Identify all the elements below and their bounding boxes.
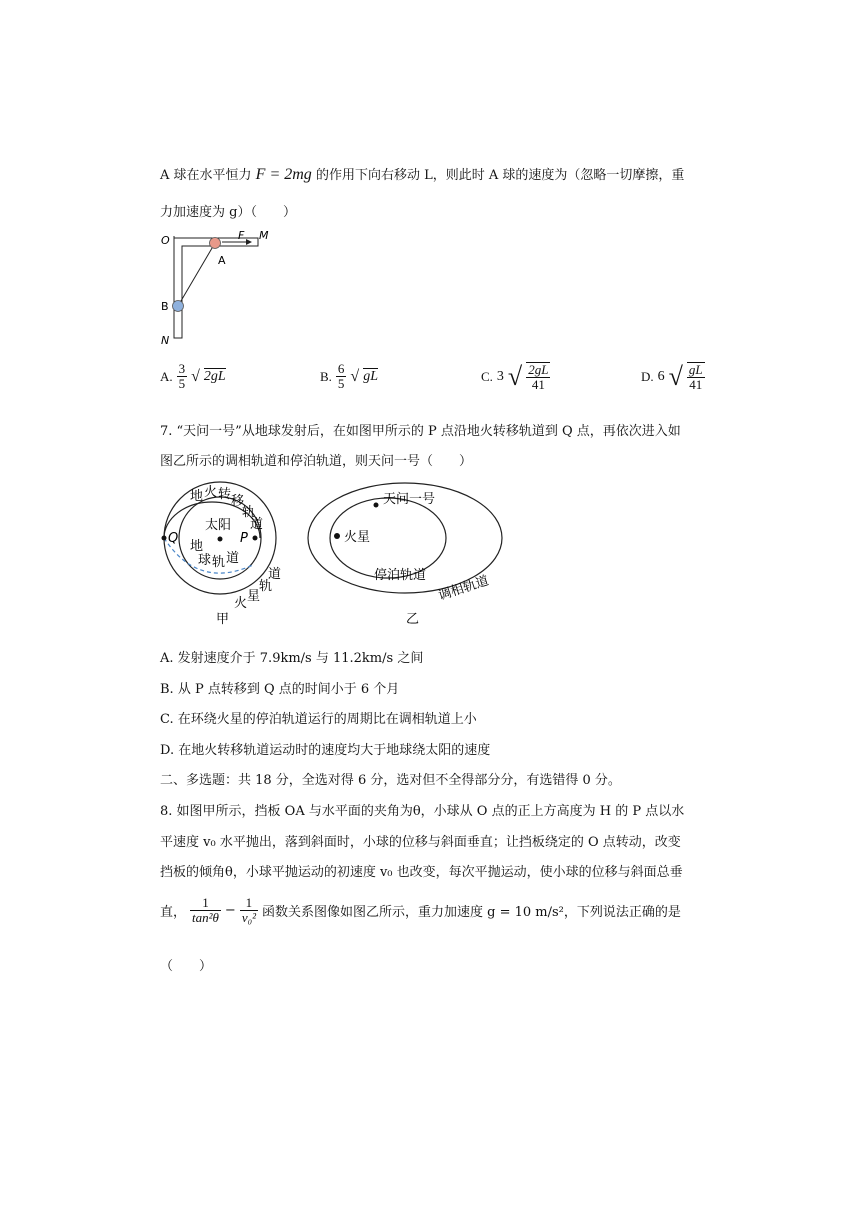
probe-dot bbox=[374, 503, 379, 508]
mars-label: 火星 bbox=[344, 530, 371, 545]
q8-line1: 8. 如图甲所示，挡板 OA 与水平面的夹角为θ，小球从 O 点的正上方高度为 H 的 P 点以水 bbox=[160, 804, 685, 819]
label-q: Q bbox=[168, 531, 179, 546]
svg-text:球: 球 bbox=[198, 553, 212, 568]
q7-option-d[interactable]: D. 在地火转移轨道运动时的速度均大于地球绕太阳的速度 bbox=[160, 743, 491, 758]
q-dot bbox=[162, 536, 167, 541]
caption-yi: 乙 bbox=[406, 612, 420, 627]
q6-line1: A 球在水平恒力 F = 2mg 的作用下向右移动 L，则此时 A 球的速度为（忽略一切摩擦，重 bbox=[160, 166, 685, 183]
svg-text:转: 转 bbox=[218, 487, 232, 502]
label-b: B bbox=[161, 300, 169, 313]
q8-line4: 直， $\frac{1}{\text{tan²θ}}$ − $\frac{1}{\text{v₀²}}$ 函数关系图像如图乙所示，重力加速度 g = 10 m/s²，下列说法正确的是 bbox=[160, 895, 681, 926]
q7-line1: 7. “天问一号”从地球发射后，在如图甲所示的 P 点沿地火转移轨道到 Q 点，再依次进入如 bbox=[160, 424, 681, 439]
label-p: P bbox=[240, 531, 248, 546]
svg-text:轨: 轨 bbox=[212, 555, 226, 570]
label-n: N bbox=[161, 334, 170, 347]
svg-text:移: 移 bbox=[231, 494, 245, 509]
svg-text:轨: 轨 bbox=[259, 579, 273, 594]
sqrt-icon: √ bbox=[507, 362, 523, 392]
sun-dot bbox=[218, 537, 223, 542]
sun-label: 太阳 bbox=[205, 518, 232, 533]
svg-text:火: 火 bbox=[204, 485, 218, 500]
ball-b bbox=[173, 301, 184, 312]
svg-text:地: 地 bbox=[190, 489, 204, 504]
q6-figure bbox=[158, 228, 278, 348]
q8-line2: 平速度 v₀ 水平抛出，落到斜面时，小球的位移与斜面垂直；让挡板绕定的 O 点转动，改变 bbox=[160, 835, 681, 850]
section-heading: 二、多选题：共 18 分，全选对得 6 分，选对但不全得部分分，有选错得 0 分。 bbox=[160, 773, 621, 788]
q7-figure-jia bbox=[158, 480, 293, 630]
q7-line2: 图乙所示的调相轨道和停泊轨道，则天问一号（ ） bbox=[160, 454, 473, 469]
q7-option-a[interactable]: A. 发射速度介于 7.9km/s 与 11.2km/s 之间 bbox=[160, 651, 424, 666]
fraction-v0: $\frac{1}{\text{v₀²}}$ bbox=[241, 895, 257, 926]
probe-label: 天问一号 bbox=[383, 492, 436, 507]
q6-option-b[interactable]: B. $\frac{6}{5}$ √ gL bbox=[320, 361, 378, 392]
q7-option-b[interactable]: B. 从 P 点转移到 Q 点的时间小于 6 个月 bbox=[160, 682, 400, 697]
q6-option-d[interactable]: D. 6 √ $\frac{gL}{41}$ bbox=[641, 362, 703, 393]
label-o: O bbox=[161, 234, 170, 247]
q6-option-a[interactable]: A. $\frac{3}{5}$ √ 2gL bbox=[160, 361, 226, 392]
label-a: A bbox=[218, 254, 226, 267]
fraction-tan: $\frac{1}{\text{tan²θ}}$ bbox=[192, 895, 219, 926]
sqrt-icon: √ bbox=[191, 367, 200, 385]
q7-figure-yi bbox=[303, 480, 508, 630]
svg-text:轨: 轨 bbox=[242, 505, 256, 520]
ball-a bbox=[210, 238, 221, 249]
phasing-label: 调相轨道 bbox=[436, 573, 491, 604]
svg-text:火: 火 bbox=[234, 596, 248, 611]
mars-dot bbox=[334, 533, 340, 539]
q7-option-c[interactable]: C. 在环绕火星的停泊轨道运行的周期比在调相轨道上小 bbox=[160, 712, 477, 727]
svg-text:道: 道 bbox=[268, 567, 282, 582]
parking-label: 停泊轨道 bbox=[374, 568, 427, 583]
sqrt-icon: √ bbox=[350, 367, 360, 385]
q8-line5: （ ） bbox=[160, 959, 213, 974]
q8-line3: 挡板的倾角θ，小球平抛运动的初速度 v₀ 也改变，每次平抛运动，使小球的位移与斜面总垂 bbox=[160, 865, 683, 880]
label-m: M bbox=[259, 229, 269, 242]
svg-text:道: 道 bbox=[250, 517, 264, 532]
label-f: F bbox=[238, 229, 245, 242]
caption-jia: 甲 bbox=[216, 612, 230, 627]
q6-formula: F = 2mg bbox=[255, 166, 312, 183]
sqrt-icon: √ bbox=[668, 362, 683, 392]
q6-line2: 力加速度为 g）（ ） bbox=[160, 205, 296, 220]
q6-option-c[interactable]: C. 3 √ $\frac{2gL}{41}$ bbox=[481, 362, 549, 393]
p-dot bbox=[253, 536, 258, 541]
svg-text:道: 道 bbox=[226, 551, 240, 566]
svg-text:星: 星 bbox=[247, 589, 261, 604]
svg-text:地: 地 bbox=[190, 539, 204, 554]
